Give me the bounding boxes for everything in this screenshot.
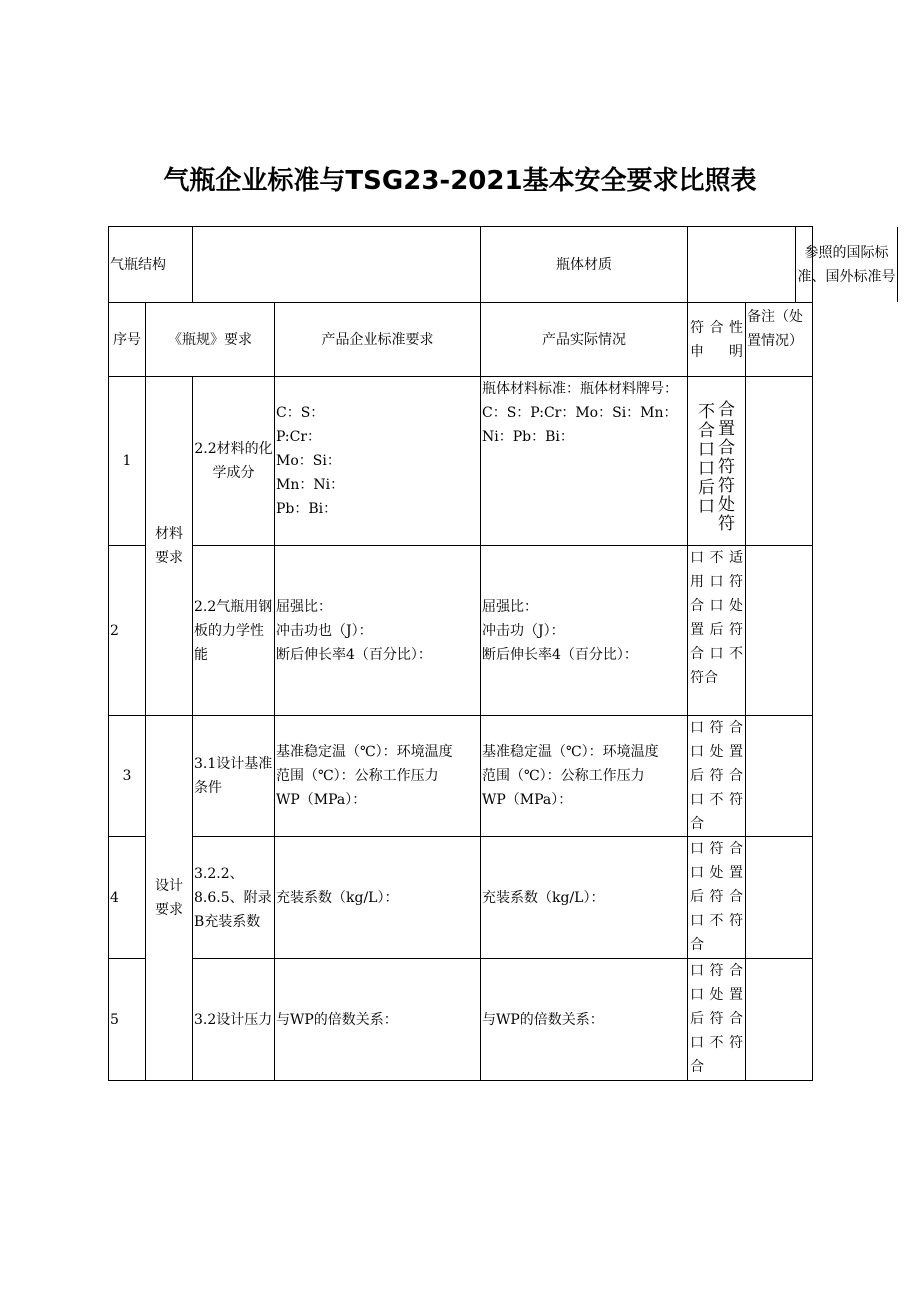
col-req: 《瓶规》要求 <box>146 303 275 377</box>
row-req: 3.1设计基准条件 <box>193 716 275 837</box>
info-row <box>109 227 813 303</box>
row-seq: 5 <box>109 959 146 1081</box>
actual-line: Ni：Pb：Bi： <box>482 429 574 445</box>
table-row <box>109 546 813 716</box>
enterprise-line: 与WP的倍数关系： <box>276 1011 398 1028</box>
actual-line: 冲击功（J）： <box>482 622 565 639</box>
row-enterprise <box>275 377 481 546</box>
conformity-col: 合置合符符处符 <box>718 400 735 534</box>
row-remark[interactable] <box>746 959 813 1081</box>
row-req: 3.2.2、8.6.5、附录B充装系数 <box>193 837 275 959</box>
col-actual: 产品实际情况 <box>481 303 688 377</box>
column-header-row <box>109 303 813 377</box>
enterprise-line: Mn：Ni： <box>276 477 345 493</box>
actual-line: 充装系数（kg/L）： <box>482 889 605 906</box>
row-conformity[interactable] <box>688 716 746 837</box>
material-label-text: 瓶体材质 <box>556 256 612 273</box>
enterprise-line: 基准稳定温（℃）：环境温度 <box>276 744 453 760</box>
row-conformity[interactable] <box>688 546 746 716</box>
row-conformity[interactable] <box>688 837 746 959</box>
col-conformity: 符合性申明 <box>688 303 746 377</box>
row-actual <box>481 546 688 716</box>
conformity-line: 后符合 <box>690 889 743 905</box>
table-row <box>109 716 813 837</box>
actual-line: 屈强比： <box>482 598 538 615</box>
row-seq: 1 <box>109 377 146 546</box>
conformity-line: 合口不 <box>690 646 743 662</box>
conformity-line: 合 <box>690 937 704 953</box>
material-value[interactable] <box>688 227 796 302</box>
enterprise-line: WP（MPa）： <box>276 792 367 808</box>
enterprise-line: 充装系数（kg/L）： <box>276 889 399 906</box>
actual-line: 基准稳定温（℃）：环境温度 <box>482 744 659 760</box>
col-remark: 备注（处置情况） <box>746 303 813 377</box>
structure-value[interactable] <box>193 227 481 303</box>
actual-line: 瓶体材料标准：瓶体材料牌号： <box>482 381 678 397</box>
conformity-line: 符合 <box>690 670 718 686</box>
row-actual <box>481 837 688 959</box>
col-seq: 序号 <box>109 303 146 377</box>
enterprise-line: C：S： <box>276 405 325 421</box>
conformity-line: 口不符 <box>690 913 743 929</box>
group-material-label: 材料要求 <box>155 526 183 566</box>
structure-label: 气瓶结构 <box>109 227 193 303</box>
row-enterprise <box>275 716 481 837</box>
row-req: 3.2设计压力 <box>193 959 275 1081</box>
row-enterprise <box>275 837 481 959</box>
conformity-line: 后符合 <box>690 1011 743 1027</box>
conformity-line: 合 <box>690 1059 704 1075</box>
conformity-line: 口符合 <box>690 720 743 736</box>
conformity-line: 合口处 <box>690 598 743 614</box>
row-actual <box>481 377 688 546</box>
row-remark[interactable] <box>746 377 813 546</box>
actual-line: WP（MPa）： <box>482 792 573 808</box>
actual-line: C：S：P:Cr：Mo：Si：Mn： <box>482 405 678 421</box>
group-design <box>146 716 193 1081</box>
conformity-line: 口符合 <box>690 841 743 857</box>
row-req: 2.2材料的化学成分 <box>193 377 275 546</box>
row-seq: 4 <box>109 837 146 959</box>
conformity-line: 口处置 <box>690 865 743 881</box>
row-seq: 3 <box>109 716 146 837</box>
enterprise-line: 范围（℃）：公称工作压力 <box>276 768 439 784</box>
row-conformity[interactable] <box>688 959 746 1081</box>
row-req: 2.2气瓶用钢板的力学性能 <box>193 546 275 716</box>
table-row <box>109 959 813 1081</box>
row-remark[interactable] <box>746 837 813 959</box>
row-conformity[interactable] <box>688 377 746 546</box>
enterprise-line: P:Cr： <box>276 429 322 445</box>
enterprise-line: 冲击功也（J）： <box>276 622 373 639</box>
row-enterprise <box>275 959 481 1081</box>
enterprise-line: 屈强比： <box>276 598 332 615</box>
actual-line: 断后伸长率4（百分比）： <box>482 646 638 663</box>
ref-standard-label: 参照的国际标准、国外标准号 <box>796 227 898 302</box>
row-remark[interactable] <box>746 546 813 716</box>
enterprise-line: 断后伸长率4（百分比）： <box>276 646 432 663</box>
row-actual <box>481 959 688 1081</box>
material-label <box>481 227 688 303</box>
group-material <box>146 377 193 716</box>
conformity-col: 不合口口后口 <box>698 402 715 517</box>
actual-line: 与WP的倍数关系： <box>482 1011 604 1028</box>
enterprise-line: Mo：Si： <box>276 453 341 469</box>
table-row <box>109 377 813 546</box>
material-ref-cell <box>688 227 896 303</box>
comparison-table <box>108 226 896 1081</box>
conformity-line: 口不符 <box>690 792 743 808</box>
conformity-line: 后符合 <box>690 768 743 784</box>
material-ref-subtable <box>688 227 898 302</box>
conformity-line: 口符合 <box>690 963 743 979</box>
page-title: 气瓶企业标准与TSG23-2021基本安全要求比照表 <box>163 166 757 196</box>
row-seq: 2 <box>109 546 146 716</box>
enterprise-line: Pb：Bi： <box>276 501 338 517</box>
conformity-line: 用口符 <box>690 574 743 590</box>
row-remark[interactable] <box>746 716 813 837</box>
conformity-line: 置后符 <box>690 622 743 638</box>
conformity-line: 口处置 <box>690 987 743 1003</box>
group-design-label: 设计要求 <box>155 878 183 918</box>
conformity-line: 口不符 <box>690 1035 743 1051</box>
conformity-line: 口处置 <box>690 744 743 760</box>
row-actual <box>481 716 688 837</box>
conformity-line: 合 <box>690 816 704 832</box>
actual-line: 范围（℃）：公称工作压力 <box>482 768 645 784</box>
conformity-line: 口不适 <box>690 550 743 566</box>
row-enterprise <box>275 546 481 716</box>
col-enterprise: 产品企业标准要求 <box>275 303 481 377</box>
table-row <box>109 837 813 959</box>
